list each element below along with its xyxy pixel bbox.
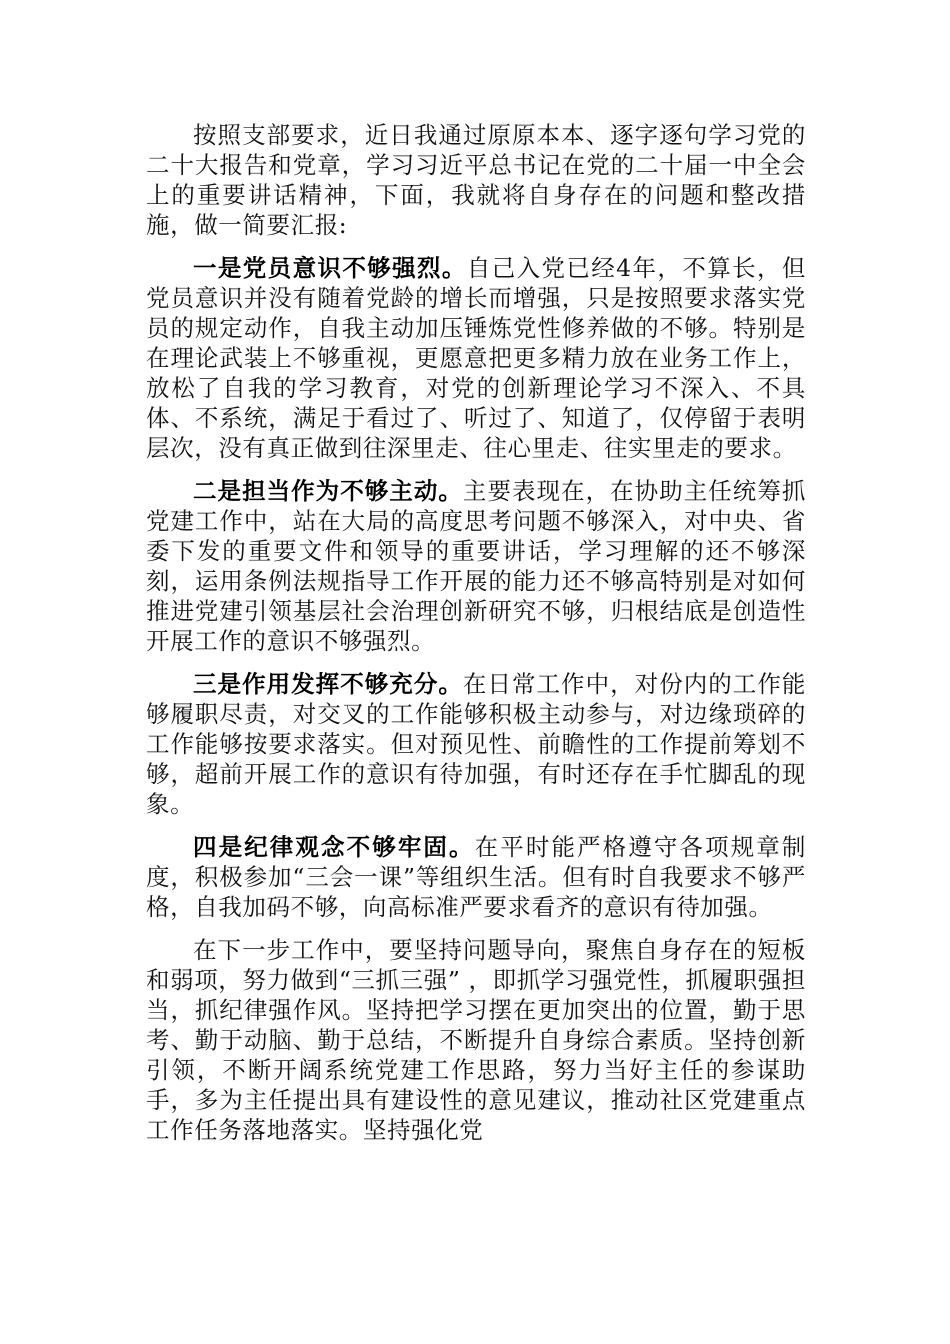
paragraph-lead: 四是纪律观念不够牢固。: [193, 833, 475, 861]
paragraph-text: 按照支部要求，近日我通过原原本本、逐字逐句学习党的二十大报告和党章，学习习近平总书记在党的二十届一中全会上的重要讲话精神，下面，我就将自身存在的问题和整改措施，做一简要汇报:: [146, 121, 806, 239]
paragraph-text: 自己入党已经4年，不算长，但党员意识并没有随着党龄的增长而增强，只是按照要求落实党员的规定动作，自我主动加压锤炼党性修养做的不够。特别是在理论武装上不够重视，更愿意把更多精力放在业务工作上，放松了自我的学习教育，对党的创新理论学习不深入、不具体、不系统，满足于看过了、听过了、知道了，仅停留于表明层次，没有真正做到往深里走、往心里走、往实里走的要求。: [146, 254, 806, 462]
paragraph-lead: 一是党员意识不够强烈。: [193, 254, 467, 282]
issue-paragraph-3: [146, 669, 806, 819]
document-body: [146, 120, 806, 1145]
issue-paragraph-4: [146, 832, 806, 922]
paragraph-text: 主要表现在，在协助主任统筹抓党建工作中，站在大局的高度思考问题不够深入，对中央、省委下发的重要文件和领导的重要讲话，学习理解的还不够深刻，运用条例法规指导工作开展的能力还不够高特别是对如何推进党建引领基层社会治理创新研究不够，归根结底是创造性开展工作的意识不够强烈。: [146, 477, 806, 655]
paragraph-text: 在平时能严格遵守各项规章制度，积极参加“三会一课”等组织生活。但有时自我要求不够严格，自我加码不够，向高标准严要求看齐的意识有待加强。: [146, 833, 806, 921]
issue-paragraph-2: [146, 476, 806, 656]
paragraph-lead: 三是作用发挥不够充分。: [193, 670, 463, 698]
issue-paragraph-1: [146, 253, 806, 463]
paragraph-text: 在下一步工作中，要坚持问题导向，聚焦自身存在的短板和弱项，努力做到“三抓三强” ，即抓学习强党性，抓履职强担当，抓纪律强作风。坚持把学习摆在更加突出的位置，勤于思考、勤于动脑、勤于总结，不断提升自身综合素质。坚持创新引领，不断开阔系统党建工作思路，努力当好主任的参谋助手，多为主任提出具有建设性的意见建议，推动社区党建重点工作任务落地落实。坚持强化党: [146, 936, 806, 1144]
next-steps-paragraph: [146, 935, 806, 1145]
intro-paragraph: [146, 120, 806, 240]
paragraph-text: 在日常工作中，对份内的工作能够履职尽责，对交叉的工作能够积极主动参与，对边缘琐碎的工作能够按要求落实。但对预见性、前瞻性的工作提前筹划不够，超前开展工作的意识有待加强，有时还存在手忙脚乱的现象。: [146, 670, 806, 818]
paragraph-lead: 二是担当作为不够主动。: [193, 477, 463, 505]
